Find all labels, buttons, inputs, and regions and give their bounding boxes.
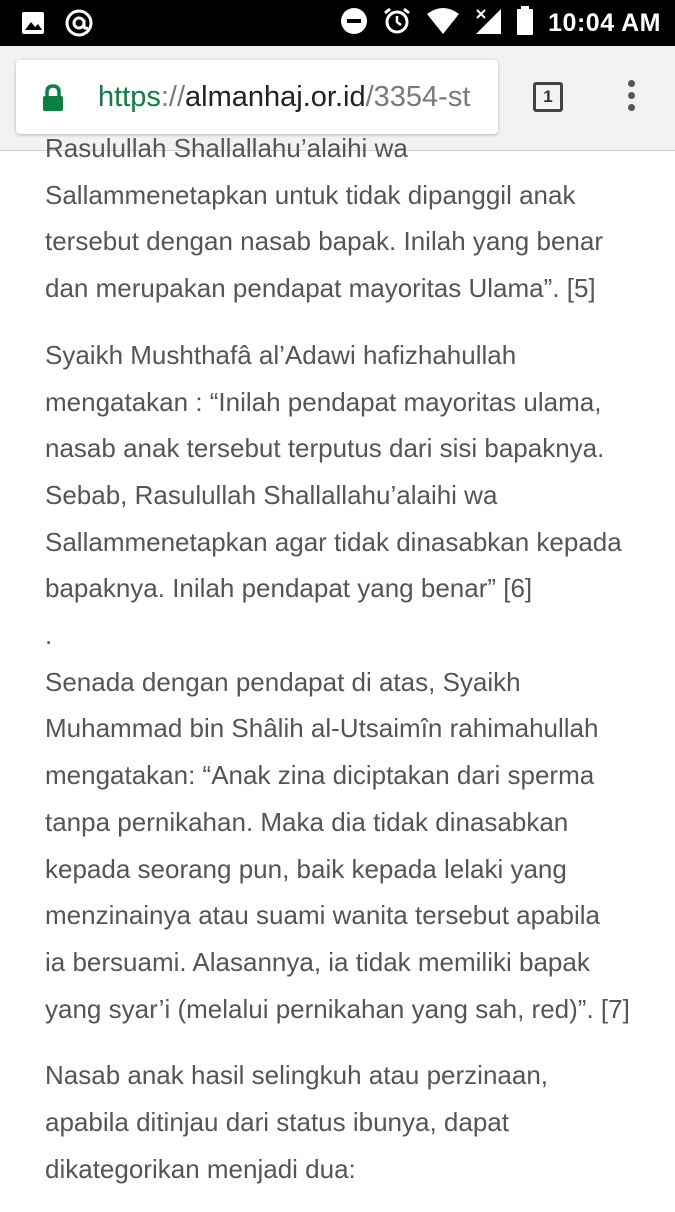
text-line: Sallammenetapkan agar tidak dinasabkan kepada bbox=[45, 526, 622, 557]
wifi-icon bbox=[426, 7, 460, 40]
url-scheme: https bbox=[98, 81, 161, 113]
url-text[interactable] bbox=[98, 80, 470, 114]
text-line: mengatakan: “Anak zina diciptakan dari sperma bbox=[45, 760, 595, 791]
battery-icon bbox=[516, 6, 534, 41]
text-line: menzinainya atau suami wanita tersebut apabila bbox=[45, 900, 601, 931]
status-bar-right bbox=[340, 6, 661, 41]
status-bar bbox=[0, 0, 675, 46]
text-line: Sallammenetapkan untuk tidak dipanggil anak bbox=[45, 179, 576, 210]
text-line: Rasulullah Shallallahu’alaihi wa bbox=[45, 133, 408, 163]
paragraph-4 bbox=[45, 1052, 645, 1192]
text-line: dikategorikan menjadi dua: bbox=[45, 1153, 356, 1184]
image-icon bbox=[20, 10, 46, 41]
status-time: 10:04 AM bbox=[548, 9, 661, 37]
url-host: almanhaj.or.id bbox=[185, 81, 366, 113]
text-line: tersebut dengan nasab bapak. Inilah yang benar bbox=[45, 226, 603, 257]
text-line: tanpa pernikahan. Maka dia tidak dinasabkan bbox=[45, 806, 569, 837]
text-line: nasab anak tersebut terputus dari sisi bapaknya. bbox=[45, 433, 605, 464]
status-bar-left bbox=[20, 8, 94, 43]
more-options-icon[interactable] bbox=[622, 80, 640, 116]
do-not-disturb-icon bbox=[340, 7, 368, 40]
cell-signal-icon bbox=[474, 7, 502, 40]
paragraph-2 bbox=[45, 332, 645, 659]
lock-icon[interactable] bbox=[42, 84, 64, 117]
text-line: Sebab, Rasulullah Shallallahu’alaihi wa bbox=[45, 479, 498, 510]
url-path: /3354-st bbox=[365, 81, 471, 113]
text-line: mengatakan : “Inilah pendapat mayoritas ulama, bbox=[45, 386, 602, 417]
text-line: Nasab anak hasil selingkuh atau perzinaan, bbox=[45, 1060, 549, 1091]
at-sign-icon bbox=[64, 8, 94, 43]
paragraph-3 bbox=[45, 659, 645, 1033]
text-line: kepada seorang pun, baik kepada lelaki yang bbox=[45, 853, 567, 884]
text-line: Muhammad bin Shâlih al-Utsaimîn rahimahullah bbox=[45, 713, 599, 744]
text-line: ia bersuami. Alasannya, ia tidak memiliki bapak bbox=[45, 946, 590, 977]
alarm-icon bbox=[382, 6, 412, 41]
address-bar[interactable] bbox=[16, 60, 498, 134]
text-line: dan merupakan pendapat mayoritas Ulama”. [5] bbox=[45, 273, 596, 304]
text-line: bapaknya. Inilah pendapat yang benar” [6] bbox=[45, 573, 533, 604]
article-body bbox=[45, 125, 645, 1212]
tab-switcher-button[interactable]: 1 bbox=[533, 82, 563, 112]
text-line: Senada dengan pendapat di atas, Syaikh bbox=[45, 666, 521, 697]
paragraph-1 bbox=[45, 125, 645, 312]
url-separator: :// bbox=[160, 81, 186, 113]
article-content bbox=[0, 133, 675, 1200]
text-line: yang syar’i (melalui pernikahan yang sah, red)”. [7] bbox=[45, 993, 630, 1024]
text-line: apabila ditinjau dari status ibunya, dapat bbox=[45, 1107, 509, 1138]
text-line: . bbox=[45, 620, 53, 651]
text-line: Syaikh Mushthafâ al’Adawi hafizhahullah bbox=[45, 339, 517, 370]
